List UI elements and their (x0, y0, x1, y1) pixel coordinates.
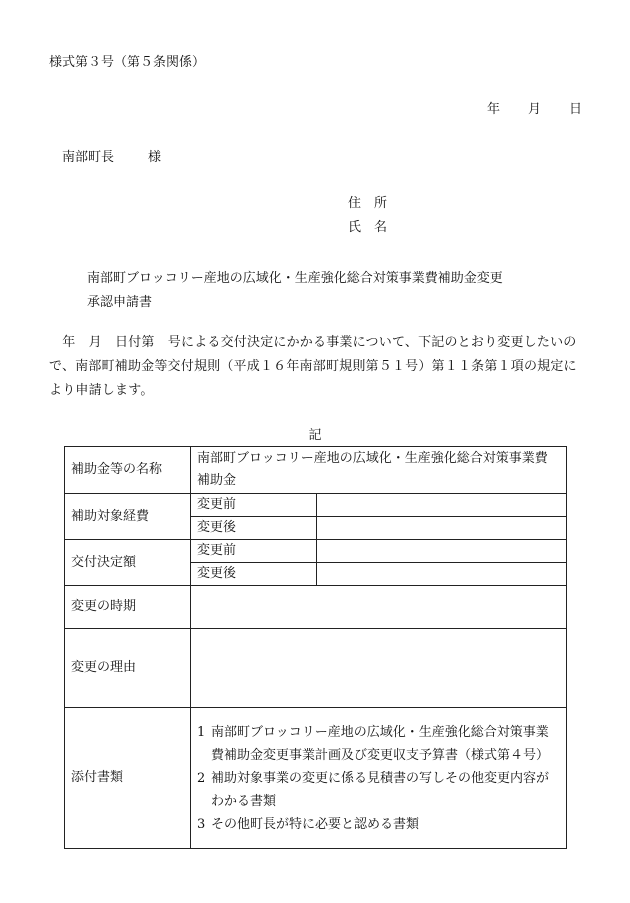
table-row (65, 586, 567, 629)
addressee (62, 151, 161, 164)
attachments-list (197, 721, 560, 836)
document-title (87, 267, 567, 315)
subsidy-name-value: 南部町ブロッコリー産地の広域化・生産強化総合対策事業費補助金 (191, 447, 567, 494)
attachments-label: 添付書類 (65, 708, 191, 849)
table-row (65, 494, 567, 517)
change-reason-label: 変更の理由 (65, 629, 191, 708)
table-row (65, 708, 567, 849)
addressee-name: 南部町長 (62, 150, 115, 165)
attachments-value (191, 708, 567, 849)
date-day: 日 (568, 102, 582, 117)
decision-amount-after-value[interactable] (317, 563, 567, 586)
decision-amount-label: 交付決定額 (65, 540, 191, 586)
decision-amount-before-label: 変更前 (191, 540, 317, 563)
change-timing-label: 変更の時期 (65, 586, 191, 629)
applicant-address-label: 住 所 (348, 196, 388, 211)
change-timing-value[interactable] (191, 586, 567, 629)
decision-amount-before-value[interactable] (317, 540, 567, 563)
addressee-honorific: 様 (148, 150, 162, 165)
ki-heading: 記 (308, 428, 322, 443)
application-body: 年 月 日付第 号による交付決定にかかる事業について、下記のとおり変更したいので、南部町補助金等交付規則（平成１６年南部町規則第５１号）第１１条第１項の規定により申請します。 (49, 335, 577, 398)
list-item: 2 補助対象事業の変更に係る見積書の写しその他変更内容がわかる書類 (197, 770, 550, 809)
table-row (65, 629, 567, 708)
table-row (65, 540, 567, 563)
target-cost-after-label: 変更後 (191, 517, 317, 540)
target-cost-before-value[interactable] (317, 494, 567, 517)
subsidy-name-label: 補助金等の名称 (65, 447, 191, 494)
target-cost-label: 補助対象経費 (65, 494, 191, 540)
date-month: 月 (527, 102, 541, 117)
target-cost-before-label: 変更前 (191, 494, 317, 517)
form-number: 様式第３号（第５条関係） (49, 55, 206, 70)
table-row (65, 447, 567, 494)
applicant-name-label: 氏 名 (348, 220, 388, 235)
list-item: 1 南部町ブロッコリー産地の広域化・生産強化総合対策事業費補助金変更事業計画及び変更収支予算書（様式第４号） (197, 724, 550, 763)
date-line (487, 103, 582, 116)
decision-amount-after-label: 変更後 (191, 563, 317, 586)
date-year: 年 (486, 102, 500, 117)
change-reason-value[interactable] (191, 629, 567, 708)
application-details-table (64, 446, 567, 849)
list-item: 3 その他町長が特に必要と認める書類 (197, 816, 420, 832)
target-cost-after-value[interactable] (317, 517, 567, 540)
document-title-line2: 承認申請書 (87, 295, 153, 310)
document-title-line1: 南部町ブロッコリー産地の広域化・生産強化総合対策事業費補助金変更 (87, 271, 503, 286)
